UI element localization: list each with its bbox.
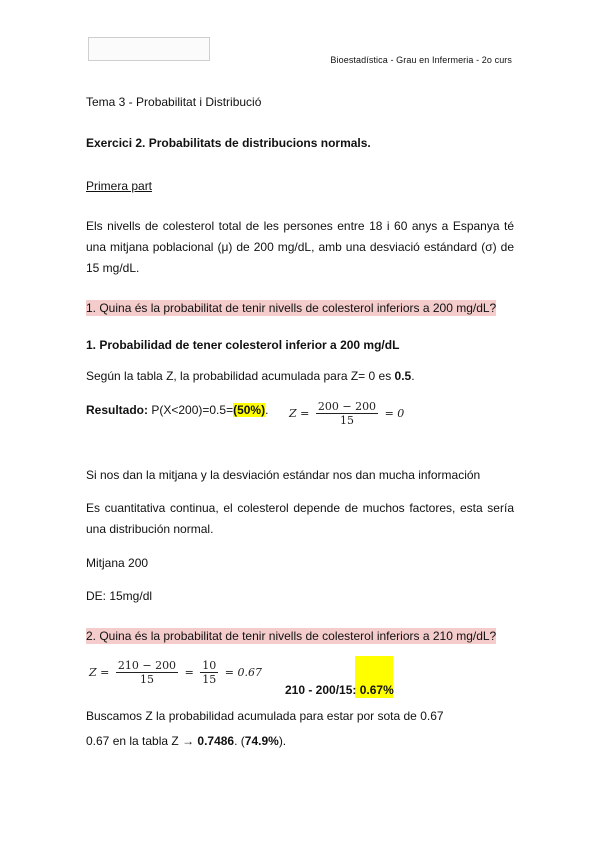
question-2-text: 2. Quina és la probabilitat de tenir nivells de colesterol inferiors a 210 mg/dL? [86, 629, 497, 643]
formula-2-den-1: 15 [139, 673, 154, 686]
result-end: . [265, 403, 269, 417]
logo-placeholder [88, 37, 210, 61]
formula-1-den: 15 [339, 414, 354, 427]
notes-line-1: Si nos dan la mitjana y la desviación estándar nos dan mucha información [86, 468, 481, 482]
answer-2-line-2-c: . ( [234, 734, 245, 748]
formula-1-rhs: = 0 [384, 407, 405, 420]
formula-2-lhs: Z = [89, 666, 110, 679]
notes-mean: Mitjana 200 [86, 556, 149, 570]
result-highlight: (50%) [233, 403, 266, 417]
intro-line-2: una mitjana poblacional (μ) de 200 mg/dL, amb una desviació estándard (σ) de [86, 240, 514, 254]
question-1 [86, 298, 496, 318]
formula-2-eq: = [184, 666, 194, 679]
intro-line-3: 15 mg/dL. [86, 261, 140, 275]
notes-line-2b: una distribución normal. [86, 522, 214, 536]
question-2 [86, 626, 496, 646]
intro-line-1: Els nivells de colesterol total de les persones entre 18 i 60 anys a Espanya té [86, 219, 514, 233]
topic-title: Tema 3 - Probabilitat i Distribució [86, 95, 262, 109]
answer-2-line-2-d: 74.9% [244, 734, 279, 748]
answer-1-text-bold: 0.5 [394, 369, 412, 383]
notes-line-2a: Es cuantitativa continua, el colesterol depende de muchos factores, esta sería [86, 501, 514, 515]
section-title: Primera part [86, 179, 153, 193]
answer-2-line-2-e: ). [278, 734, 287, 748]
formula-1-fraction [316, 400, 378, 427]
answer-2-line-1: Buscamos Z la probabilidad acumulada para estar por sota de 0.67 [86, 709, 444, 723]
formula-2-num-2: 10 [202, 659, 217, 672]
answer-2-line-2-b: 0.7486 [197, 734, 235, 748]
formula-2-fraction-1 [116, 659, 178, 686]
answer-2-line-2 [86, 731, 286, 751]
formula-2 [89, 659, 262, 686]
formula-2-num-1: 210 − 200 [117, 659, 177, 672]
formula-1-num: 200 − 200 [317, 400, 377, 413]
formula-2-den-2: 15 [202, 673, 217, 686]
answer-1-text-end: . [411, 369, 415, 383]
answer-1-result [86, 400, 268, 420]
formula-1 [289, 400, 404, 427]
formula-2-fraction-2 [200, 659, 218, 686]
formula-1-lhs: Z = [289, 407, 310, 420]
result-label: Resultado: [86, 403, 149, 417]
calc-text: 210 - 200/15: [285, 683, 360, 697]
calc-highlight: 0.67% [359, 683, 394, 697]
result-text: P(X<200)=0.5= [148, 403, 234, 417]
notes-sd: DE: 15mg/dl [86, 589, 153, 603]
answer-1-text [86, 366, 415, 386]
answer-1-heading: 1. Probabilidad de tener colesterol inferior a 200 mg/dL [86, 338, 400, 352]
formula-2-rhs: = 0.67 [224, 666, 262, 679]
answer-1-text-a: Según la tabla Z, la probabilidad acumulada para Z= 0 es [86, 369, 395, 383]
answer-2-line-2-a: 0.67 en la tabla Z → [86, 734, 198, 748]
page-header: Bioestadística - Grau en Infermeria - 2o curs [330, 55, 512, 65]
question-1-text: 1. Quina és la probabilitat de tenir nivells de colesterol inferiors a 200 mg/dL? [86, 301, 497, 315]
exercise-title: Exercici 2. Probabilitats de distribucions normals. [86, 136, 371, 150]
calc-line [285, 680, 394, 700]
